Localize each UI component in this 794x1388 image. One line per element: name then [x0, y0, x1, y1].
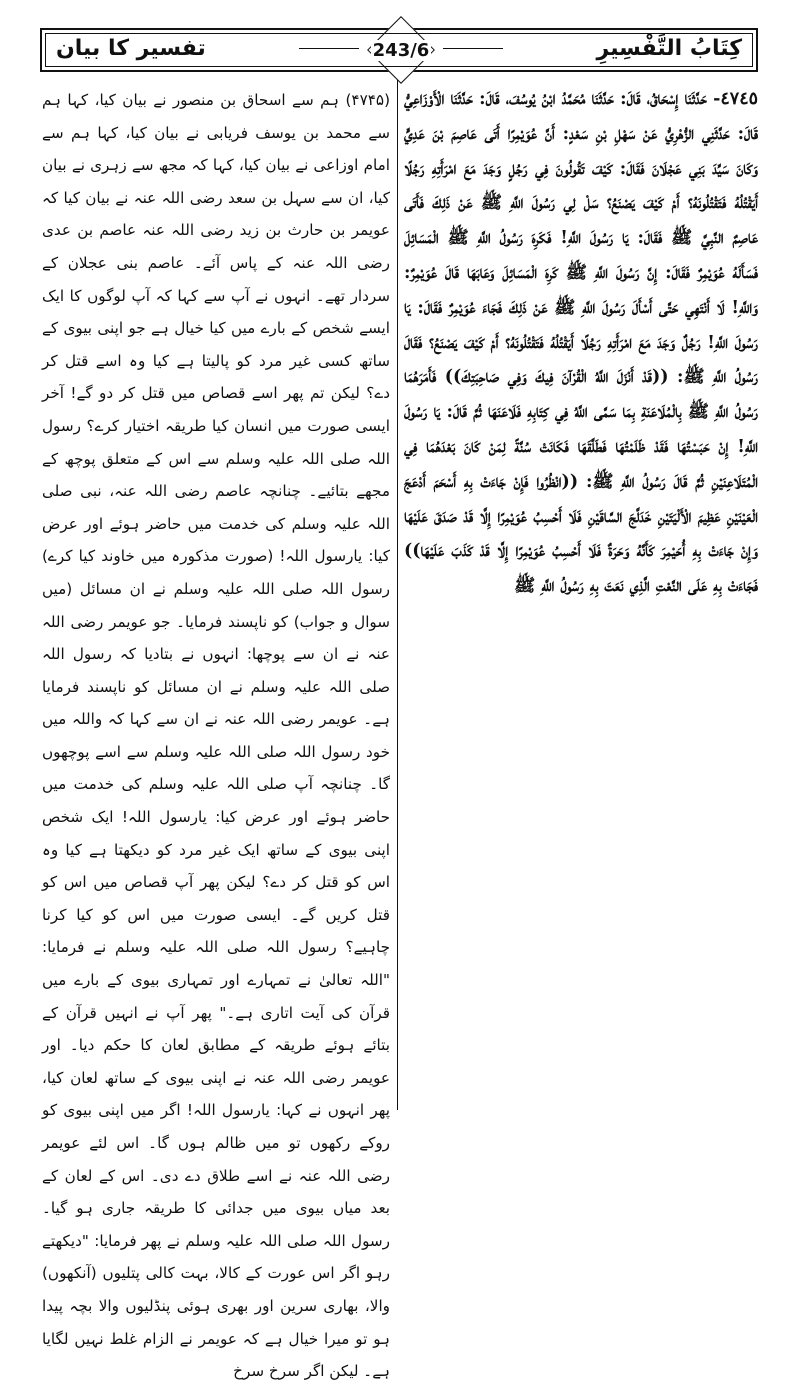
column-divider	[397, 80, 398, 1110]
book-title: كِتَابُ التَّفْسِيرِ	[596, 36, 742, 61]
ornament-line-left	[299, 48, 359, 49]
page-header	[40, 28, 758, 72]
page-number-ornament	[351, 34, 451, 66]
urdu-translation-text: (۴۷۴۵) ہم سے اسحاق بن منصور نے بیان کیا، کہا ہم سے محمد بن یوسف فریابی نے بیان کیا، کہا ہم سے امام اوزاعی نے بیان کیا، کہا کہ مجھ سے زہری نے بیان کیا، ان سے سہل بن سعد رضی اللہ عنہ نے بیان کیا کہ عویمر بن حارث بن زید رضی اللہ عنہ عاصم بن عدی رضی اللہ عنہ کے پاس آئے۔ عاصم بنی عجلان کے سردار تھے۔ انہوں نے آپ سے کہا کہ آپ لوگوں کا ایک ایسے شخص کے بارے میں کیا خیال ہے جو اپنی بیوی کے ساتھ کسی غیر مرد کو پالیتا ہے کیا وہ اسے قتل کر دے؟ لیکن تم پھر اسے قصاص میں قتل کر دو گے! آخر ایسی صورت میں انسان کیا طریقہ اختیار کرے؟ رسول اللہ صلی اللہ علیہ وسلم سے اس کے متعلق پوچھ کے مجھے بتائیے۔ چنانچہ عاصم رضی اللہ عنہ، نبی صلی اللہ علیہ وسلم کی خدمت میں حاضر ہوئے اور عرض کیا: یارسول اللہ! (صورت مذکورہ میں خاوند کیا کرے) رسول اللہ صلی اللہ علیہ وسلم نے ان مسائل (میں سوال و جواب) کو ناپسند فرمایا۔ جو عویمر رضی اللہ عنہ نے ان سے پوچھا: انہوں نے بتادیا کہ رسول اللہ صلی اللہ علیہ وسلم نے ان مسائل کو ناپسند فرمایا ہے۔ عویمر رضی اللہ عنہ نے ان سے کہا کہ واللہ میں خود رسول اللہ صلی اللہ علیہ وسلم سے اسے پوچھوں گا۔ چنانچہ آپ صلی اللہ علیہ وسلم کی خدمت میں حاضر ہوئے اور عرض کیا: یارسول اللہ! ایک شخص اپنی بیوی کے ساتھ ایک غیر مرد کو دیکھتا ہے کیا وہ اس کو قتل کر دے؟ لیکن پھر آپ قصاص میں اس کو قتل کریں گے۔ ایسی صورت میں اس کو کیا کرنا چاہیے؟ رسول اللہ صلی اللہ علیہ وسلم نے فرمایا: "اللہ تعالیٰ نے تمہارے اور تمہاری بیوی کے بارے میں قرآن کی آیت اتاری ہے۔" پھر آپ نے انہیں قرآن کے بتائے ہوئے طریقہ کے مطابق لعان کا حکم دیا۔ اور عویمر رضی اللہ عنہ نے اپنی بیوی کے ساتھ لعان کیا، پھر انہوں نے کہا: یارسول اللہ! اگر میں اپنی بیوی کو روکے رکھوں تو میں ظالم ہوں گا۔ اس لئے عویمر رضی اللہ عنہ نے اسے طلاق دے دی۔ اس کے لعان کے بعد میاں بیوی میں جدائی کا طریقہ جاری ہو گیا۔ رسول اللہ صلی اللہ علیہ وسلم نے پھر فرمایا: "دیکھتے رہو اگر اس عورت کے کالا، بہت کالی پتلیوں (آنکھوں) والا، بھاری سرین اور بھری ہوئی پنڈلیوں والا بچہ پیدا ہو تو میرا خیال ہے کہ عویمر نے الزام غلط نہیں لگایا ہے۔ لیکن اگر سرخ سرخ	[42, 91, 390, 1381]
urdu-translation-column	[42, 84, 390, 1381]
page-number: 243/6	[372, 39, 430, 61]
arabic-hadith-column	[404, 82, 758, 1112]
arabic-hadith-text: ٤٧٤٥- حَدَّثَنَا إِسْحَاقُ، قَالَ: حَدَّثَنَا مُحَمَّدُ ابْنُ يُوسُفَ، قَالَ: حَدَّثَنَا الْأَوْزَاعِيُّ قَالَ: حَدَّثَنِي الزُّهْرِيُّ عَنْ سَهْلِ بْنِ سَعْدٍ: أَنَّ عُوَيْمِرًا أَتَى عَاصِمَ بْنَ عَدِيٍّ وَكَانَ سَيِّدَ بَنِي عَجْلَانَ فَقَالَ: كَيْفَ تَقُولُونَ فِي رَجُلٍ وَجَدَ مَعَ امْرَأَتِهِ رَجُلًا أَيَقْتُلُهُ فَتَقْتُلُونَهُ؟ أَمْ كَيْفَ يَصْنَعُ؟ سَلْ لِي رَسُولَ اللَّهِ ﷺ عَنْ ذَلِكَ فَأَتَى عَاصِمٌ النَّبِيَّ ﷺ فَقَالَ: يَا رَسُولَ اللَّهِ! فَكَرِهَ رَسُولُ اللَّهِ ﷺ الْمَسَائِلَ فَسَأَلَهُ عُوَيْمِرٌ فَقَالَ: إِنَّ رَسُولَ اللَّهِ ﷺ كَرِهَ الْمَسَائِلَ وَعَابَهَا قَالَ عُوَيْمِرٌ: وَاللَّهِ! لَا أَنْتَهِي حَتَّى أَسْأَلَ رَسُولَ اللَّهِ ﷺ عَنْ ذَلِكَ فَجَاءَ عُوَيْمِرٌ فَقَالَ: يَا رَسُولَ اللَّهِ! رَجُلٌ وَجَدَ مَعَ امْرَأَتِهِ رَجُلًا أَيَقْتُلُهُ فَتَقْتُلُونَهُ؟ أَمْ كَيْفَ يَصْنَعُ؟ فَقَالَ رَسُولُ اللَّهِ ﷺ: ((قَدْ أَنْزَلَ اللَّهُ الْقُرْآنَ فِيكَ وَفِي صَاحِبَتِكَ)) فَأَمَرَهُمَا رَسُولُ اللَّهِ ﷺ بِالْمُلَاعَنَةِ بِمَا سَمَّى اللَّهُ فِي كِتَابِهِ فَلَاعَنَهَا ثُمَّ قَالَ: يَا رَسُولَ اللَّهِ! إِنْ حَبَسْتُهَا فَقَدْ ظَلَمْتُهَا فَطَلَّقَهَا فَكَانَتْ سُنَّةً لِمَنْ كَانَ بَعْدَهُمَا فِي الْمُتَلَاعِنَيْنِ ثُمَّ قَالَ رَسُولُ اللَّهِ ﷺ: ((انْظُرُوا فَإِنْ جَاءَتْ بِهِ أَسْحَمَ أَدْعَجَ الْعَيْنَيْنِ عَظِيمَ الْأَلْيَتَيْنِ خَدَلَّجَ السَّاقَيْنِ فَلَا أَحْسِبُ عُوَيْمِرًا إِلَّا قَدْ صَدَقَ عَلَيْهَا وَإِنْ جَاءَتْ بِهِ أُحَيْمِرَ كَأَنَّهُ وَحَرَةٌ فَلَا أَحْسِبُ عُوَيْمِرًا إِلَّا قَدْ كَذَبَ عَلَيْهَا)) فَجَاءَتْ بِهِ عَلَى النَّعْتِ الَّذِي نَعَتَ بِهِ رَسُولُ اللَّهِ ﷺ	[404, 89, 758, 597]
ornament-line-right	[443, 48, 503, 49]
section-title: تفسیر کا بیان	[56, 36, 206, 61]
